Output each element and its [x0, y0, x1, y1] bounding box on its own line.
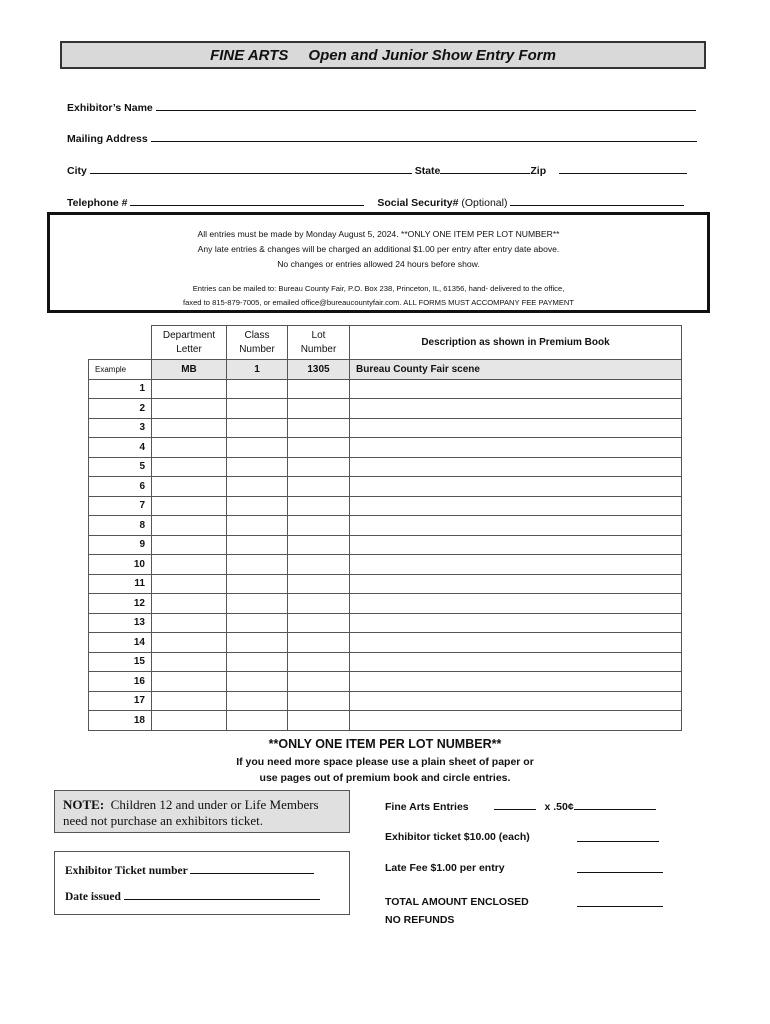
ticket-number-line[interactable]	[190, 862, 314, 874]
desc-cell[interactable]	[350, 574, 682, 594]
dept-cell[interactable]	[152, 672, 227, 692]
dept-cell[interactable]	[152, 633, 227, 653]
mailing-address-field[interactable]	[67, 131, 697, 145]
lot-cell[interactable]	[288, 535, 350, 555]
lot-cell[interactable]	[288, 399, 350, 419]
table-row	[89, 691, 682, 711]
lot-cell[interactable]	[288, 555, 350, 575]
row-number: 10	[89, 555, 152, 575]
entry-table	[88, 325, 682, 731]
table-row	[89, 516, 682, 536]
title-fine-arts: FINE ARTS	[210, 46, 289, 64]
lot-cell[interactable]	[288, 477, 350, 497]
class-cell[interactable]	[227, 379, 288, 399]
class-cell[interactable]	[227, 711, 288, 731]
title-show-entry-form: Open and Junior Show Entry Form	[308, 46, 556, 64]
date-issued-label: Date issued	[65, 891, 121, 903]
class-cell[interactable]	[227, 516, 288, 536]
lot-cell[interactable]	[288, 418, 350, 438]
lot-cell[interactable]	[288, 516, 350, 536]
class-cell[interactable]	[227, 672, 288, 692]
note-box	[54, 790, 350, 833]
example-lot: 1305	[288, 360, 350, 380]
ticket-fee-label: Exhibitor ticket $10.00 (each)	[385, 831, 530, 843]
dept-cell[interactable]	[152, 711, 227, 731]
exhibitor-name-line[interactable]	[156, 100, 696, 111]
more-space-line1: If you need more space please use a plain sheet of paper or	[236, 756, 534, 768]
class-cell[interactable]	[227, 691, 288, 711]
row-number: 1	[89, 379, 152, 399]
row-number: 7	[89, 496, 152, 516]
row-number: 14	[89, 633, 152, 653]
lot-cell[interactable]	[288, 457, 350, 477]
form-title	[60, 41, 706, 69]
table-row	[89, 633, 682, 653]
desc-cell[interactable]	[350, 418, 682, 438]
telephone-ssn-field[interactable]	[67, 195, 684, 209]
example-desc: Bureau County Fair scene	[350, 360, 682, 380]
desc-cell[interactable]	[350, 379, 682, 399]
dept-cell[interactable]	[152, 691, 227, 711]
date-issued-field[interactable]	[65, 884, 339, 910]
lot-cell[interactable]	[288, 496, 350, 516]
row-number: 16	[89, 672, 152, 692]
table-row	[89, 574, 682, 594]
table-row	[89, 477, 682, 497]
row-number: 11	[89, 574, 152, 594]
table-row	[89, 418, 682, 438]
class-cell[interactable]	[227, 496, 288, 516]
row-number: 2	[89, 399, 152, 419]
row-number: 15	[89, 652, 152, 672]
state-line[interactable]	[440, 163, 530, 174]
dept-cell[interactable]	[152, 574, 227, 594]
lot-cell[interactable]	[288, 379, 350, 399]
dept-cell[interactable]	[152, 516, 227, 536]
city-state-zip-field[interactable]	[67, 163, 687, 177]
entries-rate: x .50¢	[544, 801, 574, 813]
lot-cell[interactable]	[288, 594, 350, 614]
exhibitor-ticket-row[interactable]	[385, 831, 530, 843]
table-row	[89, 555, 682, 575]
desc-cell[interactable]	[350, 477, 682, 497]
no-refunds: NO REFUNDS	[385, 914, 455, 926]
class-cell[interactable]	[227, 613, 288, 633]
table-row	[89, 594, 682, 614]
desc-cell[interactable]	[350, 496, 682, 516]
table-row	[89, 399, 682, 419]
class-cell[interactable]	[227, 399, 288, 419]
lot-cell[interactable]	[288, 672, 350, 692]
desc-cell[interactable]	[350, 633, 682, 653]
more-space-line2: use pages out of premium book and circle entries.	[259, 772, 511, 784]
notice-fax-email: faxed to 815-879-7005, or emailed office@bureaucountyfair.com. ALL FORMS MUST ACCOMPANY FEE PAYMENT	[182, 298, 575, 307]
notice-no-changes: No changes or entries allowed 24 hours before show.	[277, 259, 480, 269]
ticket-number-field[interactable]	[65, 858, 339, 884]
notice-mail-address: Entries can be mailed to: Bureau County Fair, P.O. Box 238, Princeton, IL, 61356, hand- delivered to the office,	[192, 284, 565, 293]
zip-line[interactable]	[559, 163, 687, 174]
city-line[interactable]	[90, 163, 412, 174]
dept-cell[interactable]	[152, 438, 227, 458]
desc-cell[interactable]	[350, 691, 682, 711]
desc-cell[interactable]	[350, 516, 682, 536]
desc-cell[interactable]	[350, 457, 682, 477]
mailing-address-line[interactable]	[151, 131, 697, 142]
example-row	[89, 360, 682, 380]
header-department-letter: Department Letter	[152, 326, 227, 360]
table-row	[89, 496, 682, 516]
dept-cell[interactable]	[152, 496, 227, 516]
lot-cell[interactable]	[288, 691, 350, 711]
total-amount-line-wrap[interactable]	[577, 896, 663, 910]
ticket-fee-line-wrap[interactable]	[577, 831, 659, 845]
dept-cell[interactable]	[152, 613, 227, 633]
table-row	[89, 379, 682, 399]
entries-count-line[interactable]	[494, 799, 536, 810]
mailing-address-label: Mailing Address	[67, 133, 148, 145]
table-row	[89, 613, 682, 633]
class-cell[interactable]	[227, 594, 288, 614]
desc-cell[interactable]	[350, 438, 682, 458]
lot-cell[interactable]	[288, 574, 350, 594]
header-description: Description as shown in Premium Book	[350, 326, 682, 360]
ssn-line[interactable]	[510, 195, 684, 206]
ssn-label: Social Security#	[377, 197, 459, 209]
total-amount-line[interactable]	[577, 896, 663, 907]
row-number: 9	[89, 535, 152, 555]
desc-cell[interactable]	[350, 594, 682, 614]
class-cell[interactable]	[227, 574, 288, 594]
example-dept: MB	[152, 360, 227, 380]
table-corner	[89, 326, 152, 360]
row-number: 17	[89, 691, 152, 711]
ticket-fee-line[interactable]	[577, 831, 659, 842]
class-cell[interactable]	[227, 535, 288, 555]
city-label: City	[67, 165, 87, 177]
late-fee-row[interactable]	[385, 862, 505, 874]
desc-cell[interactable]	[350, 399, 682, 419]
notice-late-fee: Any late entries & changes will be charged an additional $1.00 per entry after entry date above.	[197, 244, 560, 254]
row-number: 4	[89, 438, 152, 458]
table-row	[89, 535, 682, 555]
dept-cell[interactable]	[152, 535, 227, 555]
entries-total-line[interactable]	[574, 799, 656, 810]
dept-cell[interactable]	[152, 594, 227, 614]
telephone-line[interactable]	[130, 195, 364, 206]
dept-cell[interactable]	[152, 379, 227, 399]
row-number: 3	[89, 418, 152, 438]
table-row	[89, 438, 682, 458]
desc-cell[interactable]	[350, 613, 682, 633]
dept-cell[interactable]	[152, 399, 227, 419]
example-label: Example	[89, 360, 152, 380]
desc-cell[interactable]	[350, 535, 682, 555]
dept-cell[interactable]	[152, 555, 227, 575]
class-cell[interactable]	[227, 438, 288, 458]
total-amount-row[interactable]	[385, 896, 529, 908]
lot-cell[interactable]	[288, 633, 350, 653]
telephone-label: Telephone #	[67, 197, 128, 209]
zip-label: Zip	[530, 165, 547, 177]
fine-arts-entries-row[interactable]	[385, 799, 656, 813]
one-item-notice: **ONLY ONE ITEM PER LOT NUMBER**	[268, 737, 502, 751]
exhibitor-name-label: Exhibitor’s Name	[67, 102, 153, 114]
lot-cell[interactable]	[288, 613, 350, 633]
row-number: 5	[89, 457, 152, 477]
row-number: 18	[89, 711, 152, 731]
header-lot-number: Lot Number	[288, 326, 350, 360]
late-fee-line-wrap[interactable]	[577, 862, 663, 876]
row-number: 6	[89, 477, 152, 497]
dept-cell[interactable]	[152, 457, 227, 477]
note-text1: Children 12 and under or Life Members	[110, 797, 319, 812]
date-issued-line[interactable]	[124, 888, 320, 900]
class-cell[interactable]	[227, 418, 288, 438]
lot-cell[interactable]	[288, 652, 350, 672]
desc-cell[interactable]	[350, 652, 682, 672]
lot-cell[interactable]	[288, 438, 350, 458]
row-number: 12	[89, 594, 152, 614]
dept-cell[interactable]	[152, 652, 227, 672]
entries-label: Fine Arts Entries	[385, 801, 469, 813]
late-fee-label: Late Fee $1.00 per entry	[385, 862, 505, 874]
ticket-number-label: Exhibitor Ticket number	[65, 865, 188, 877]
note-label: NOTE:	[63, 797, 105, 812]
table-row	[89, 457, 682, 477]
row-number: 8	[89, 516, 152, 536]
entry-notice-box	[47, 212, 710, 313]
note-text2: need not purchase an exhibitors ticket.	[63, 813, 263, 828]
notice-deadline: All entries must be made by Monday August 5, 2024. **ONLY ONE ITEM PER LOT NUMBER**	[197, 229, 560, 239]
class-cell[interactable]	[227, 477, 288, 497]
class-cell[interactable]	[227, 633, 288, 653]
class-cell[interactable]	[227, 652, 288, 672]
desc-cell[interactable]	[350, 555, 682, 575]
dept-cell[interactable]	[152, 418, 227, 438]
ssn-optional-label: (Optional)	[461, 197, 508, 209]
state-label: State	[414, 165, 441, 177]
header-class-number: Class Number	[227, 326, 288, 360]
row-number: 13	[89, 613, 152, 633]
desc-cell[interactable]	[350, 672, 682, 692]
table-row	[89, 652, 682, 672]
late-fee-line[interactable]	[577, 862, 663, 873]
class-cell[interactable]	[227, 555, 288, 575]
example-class: 1	[227, 360, 288, 380]
ticket-box	[54, 851, 350, 915]
total-amount-label: TOTAL AMOUNT ENCLOSED	[385, 896, 529, 908]
lot-cell[interactable]	[288, 711, 350, 731]
exhibitor-name-field[interactable]	[67, 100, 696, 114]
class-cell[interactable]	[227, 457, 288, 477]
desc-cell[interactable]	[350, 711, 682, 731]
dept-cell[interactable]	[152, 477, 227, 497]
table-row	[89, 711, 682, 731]
table-row	[89, 672, 682, 692]
